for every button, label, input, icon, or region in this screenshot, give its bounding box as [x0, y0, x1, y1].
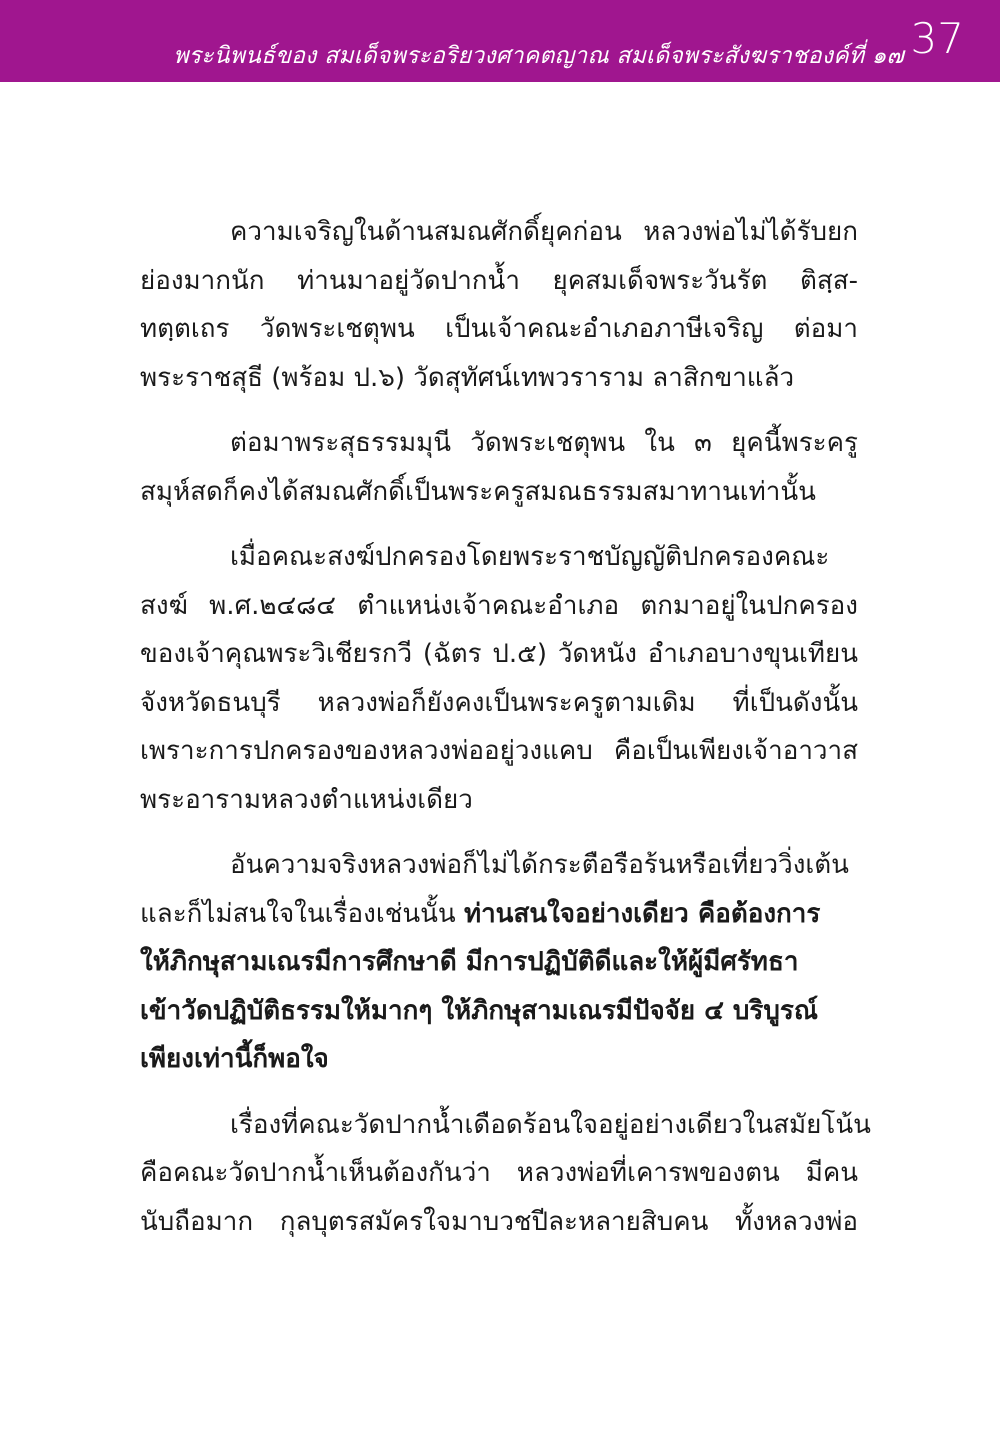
text-segment-normal: และก็ไม่สนใจในเรื่องเช่นนั้น	[140, 898, 464, 929]
text-line: ความเจริญในด้านสมณศักดิ์ยุคก่อน หลวงพ่อไม่ได้รับยก	[230, 217, 858, 247]
text-line: พระอารามหลวงตำแหน่งเดียว	[140, 784, 473, 815]
text-line: เรื่องที่คณะวัดปากน้ำเดือดร้อนใจอยู่อย่างเดียวในสมัยโน้น	[230, 1109, 871, 1140]
paragraph-2	[140, 419, 858, 516]
header-bar	[0, 0, 1000, 82]
text-line: สมุห์สดก็คงได้สมณศักดิ์เป็นพระครูสมณธรรมสมาทานเท่านั้น	[140, 476, 816, 507]
text-line: ของเจ้าคุณพระวิเชียรกวี (ฉัตร ป.๕) วัดหนัง อำเภอบางขุนเทียน	[140, 639, 858, 669]
paragraph-1	[140, 208, 858, 402]
text-line: จังหวัดธนบุรี หลวงพ่อก็ยังคงเป็นพระครูตามเดิม ที่เป็นดังนั้น	[140, 687, 858, 718]
text-line: ย่องมากนัก ท่านมาอยู่วัดปากน้ำ ยุคสมเด็จพระวันรัต ติสฺส-	[140, 265, 858, 296]
text-line: สงฆ์ พ.ศ.๒๔๘๔ ตำแหน่งเจ้าคณะอำเภอ ตกมาอยู่ในปกครอง	[140, 590, 858, 621]
text-line-bold: เข้าวัดปฏิบัติธรรมให้มากๆ ให้ภิกษุสามเณรมีปัจจัย ๔ บริบูรณ์	[140, 995, 818, 1026]
running-header-title: พระนิพนธ์ของ สมเด็จพระอริยวงศาคตญาณ สมเด็จพระสังฆราชองค์ที่ ๑๗	[173, 43, 904, 69]
text-line-bold: เพียงเท่านี้ก็พอใจ	[140, 1044, 329, 1074]
text-line: เมื่อคณะสงฆ์ปกครองโดยพระราชบัญญัติปกครองคณะ	[230, 542, 830, 572]
text-line: คือคณะวัดปากน้ำเห็นต้องกันว่า หลวงพ่อที่เคารพของตน มีคน	[140, 1158, 858, 1188]
paragraph-3	[140, 533, 858, 824]
paragraph-4	[140, 841, 858, 1084]
body-text	[140, 208, 871, 1263]
text-segment-bold: ท่านสนใจอย่างเดียว คือต้องการ	[463, 898, 821, 929]
page-number: 37	[910, 14, 964, 63]
text-line: อันความจริงหลวงพ่อก็ไม่ได้กระตือรือร้นหรือเที่ยววิ่งเต้น	[230, 850, 849, 880]
text-line: พระราชสุธี (พร้อม ป.๖) วัดสุทัศน์เทพวราราม ลาสิกขาแล้ว	[140, 362, 795, 393]
text-line: นับถือมาก กุลบุตรสมัครใจมาบวชปีละหลายสิบคน ทั้งหลวงพ่อ	[140, 1206, 858, 1237]
text-line-bold: ให้ภิกษุสามเณรมีการศึกษาดี มีการปฏิบัติดีและให้ผู้มีศรัทธา	[140, 947, 799, 977]
text-line: เพราะการปกครองของหลวงพ่ออยู่วงแคบ คือเป็นเพียงเจ้าอาวาส	[140, 736, 858, 766]
text-line: ทตฺตเถร วัดพระเชตุพน เป็นเจ้าคณะอำเภอภาษีเจริญ ต่อมา	[140, 314, 858, 344]
text-line-mixed	[140, 890, 858, 939]
text-line: ต่อมาพระสุธรรมมุนี วัดพระเชตุพน ใน ๓ ยุคนี้พระครู	[230, 428, 858, 458]
paragraph-5	[140, 1101, 871, 1247]
